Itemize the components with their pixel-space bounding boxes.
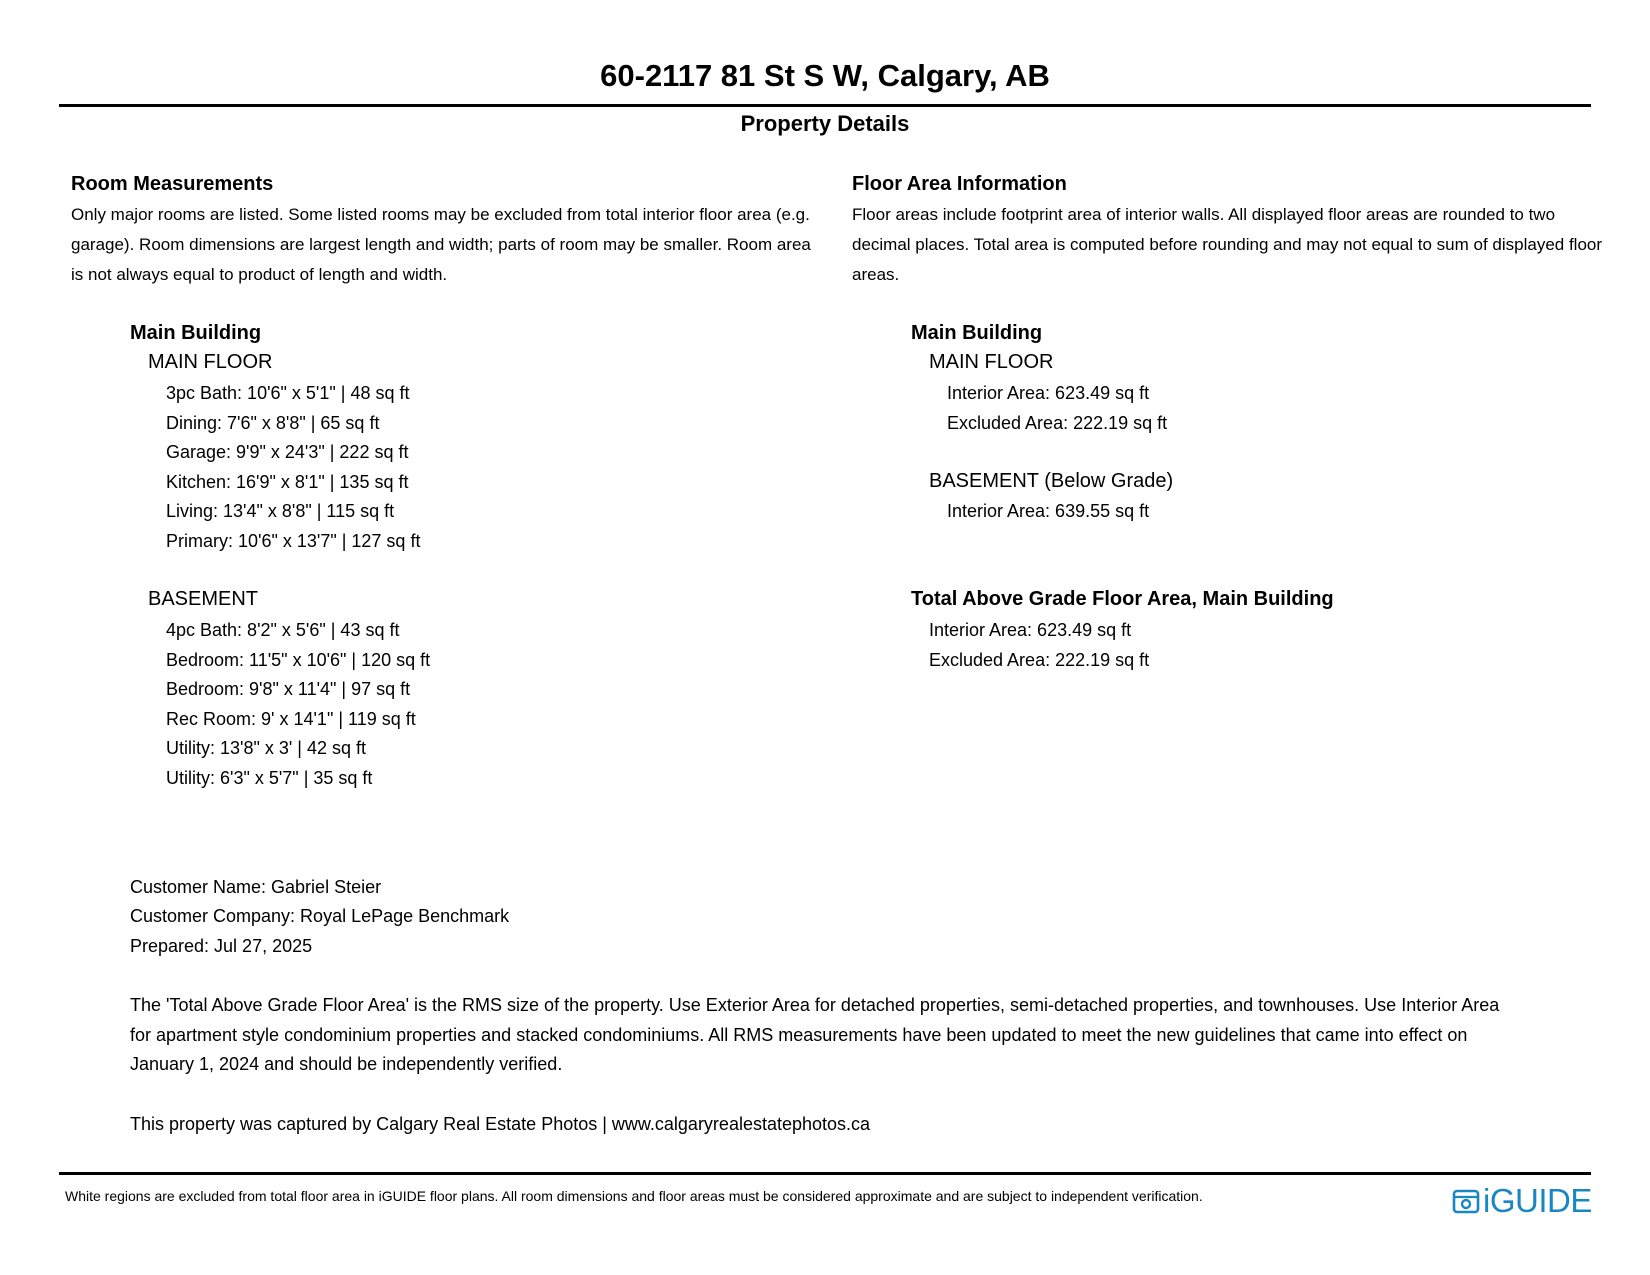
rms-note: The 'Total Above Grade Floor Area' is the RMS size of the property. Use Exterior Area for detached properties, semi-detached properties, and townhouses. Use Interior Area for apartment style condominium properties and stacked condominiums. All RMS measurements have been updated to meet the new guidelines that came into effect on January 1, 2024 and should be independently verified. <box>130 995 1500 1074</box>
area-main-interior: Interior Area: 623.49 sq ft <box>947 383 1150 403</box>
room-measurements-note: Only major rooms are listed. Some listed rooms may be excluded from total interior floor area (e.g. garage). Room dimensions are largest length and width; parts of room may be smaller. Room area is not always equal to product of length and width. <box>71 205 811 284</box>
footer-divider <box>59 1172 1591 1175</box>
total-area-heading: Total Above Grade Floor Area, Main Building <box>911 588 1334 610</box>
customer-name: Customer Name: Gabriel Steier <box>130 877 382 897</box>
room-item: Dining: 7'6" x 8'8" | 65 sq ft <box>166 413 380 433</box>
room-building-heading: Main Building <box>130 322 262 344</box>
room-item: Living: 13'4" x 8'8" | 115 sq ft <box>166 501 395 521</box>
page-subtitle: Property Details <box>740 111 910 136</box>
room-measurements-heading: Room Measurements <box>71 173 274 195</box>
floor-area-heading: Floor Area Information <box>852 173 1067 195</box>
room-item: Bedroom: 11'5" x 10'6" | 120 sq ft <box>166 650 431 670</box>
room-item: 4pc Bath: 8'2" x 5'6" | 43 sq ft <box>166 620 400 640</box>
room-item: Utility: 13'8" x 3' | 42 sq ft <box>166 738 367 758</box>
area-main-excluded: Excluded Area: 222.19 sq ft <box>947 413 1168 433</box>
total-area-excluded: Excluded Area: 222.19 sq ft <box>929 650 1150 670</box>
area-building-heading: Main Building <box>911 322 1043 344</box>
room-basement-label: BASEMENT <box>148 588 259 610</box>
room-item: Primary: 10'6" x 13'7" | 127 sq ft <box>166 531 421 551</box>
iguide-logo <box>1452 1182 1592 1220</box>
room-item: Kitchen: 16'9" x 8'1" | 135 sq ft <box>166 472 409 492</box>
area-basement-label: BASEMENT (Below Grade) <box>929 470 1174 492</box>
camera-icon <box>1452 1187 1480 1215</box>
logo-text: iGUIDE <box>1483 1182 1592 1219</box>
room-item: Utility: 6'3" x 5'7" | 35 sq ft <box>166 768 373 788</box>
footer-disclaimer: White regions are excluded from total floor area in iGUIDE floor plans. All room dimensions and floor areas must be considered approximate and are subject to independent verification. <box>65 1188 1203 1204</box>
captured-by: This property was captured by Calgary Real Estate Photos | www.calgaryrealestatephotos.ca <box>130 1114 871 1134</box>
floor-area-note: Floor areas include footprint area of interior walls. All displayed floor areas are rounded to two decimal places. Total area is computed before rounding and may not equal to sum of displayed floor areas. <box>852 205 1603 284</box>
room-item: Garage: 9'9" x 24'3" | 222 sq ft <box>166 442 409 462</box>
room-item: 3pc Bath: 10'6" x 5'1" | 48 sq ft <box>166 383 410 403</box>
room-item: Rec Room: 9' x 14'1" | 119 sq ft <box>166 709 416 729</box>
prepared-date: Prepared: Jul 27, 2025 <box>130 936 313 956</box>
header-divider <box>59 104 1591 107</box>
area-basement-interior: Interior Area: 639.55 sq ft <box>947 501 1150 521</box>
customer-company: Customer Company: Royal LePage Benchmark <box>130 906 510 926</box>
room-item: Bedroom: 9'8" x 11'4" | 97 sq ft <box>166 679 411 699</box>
total-area-interior: Interior Area: 623.49 sq ft <box>929 620 1132 640</box>
area-main-floor-label: MAIN FLOOR <box>929 351 1054 373</box>
page-title: 60-2117 81 St S W, Calgary, AB <box>600 58 1050 93</box>
room-main-floor-label: MAIN FLOOR <box>148 351 273 373</box>
